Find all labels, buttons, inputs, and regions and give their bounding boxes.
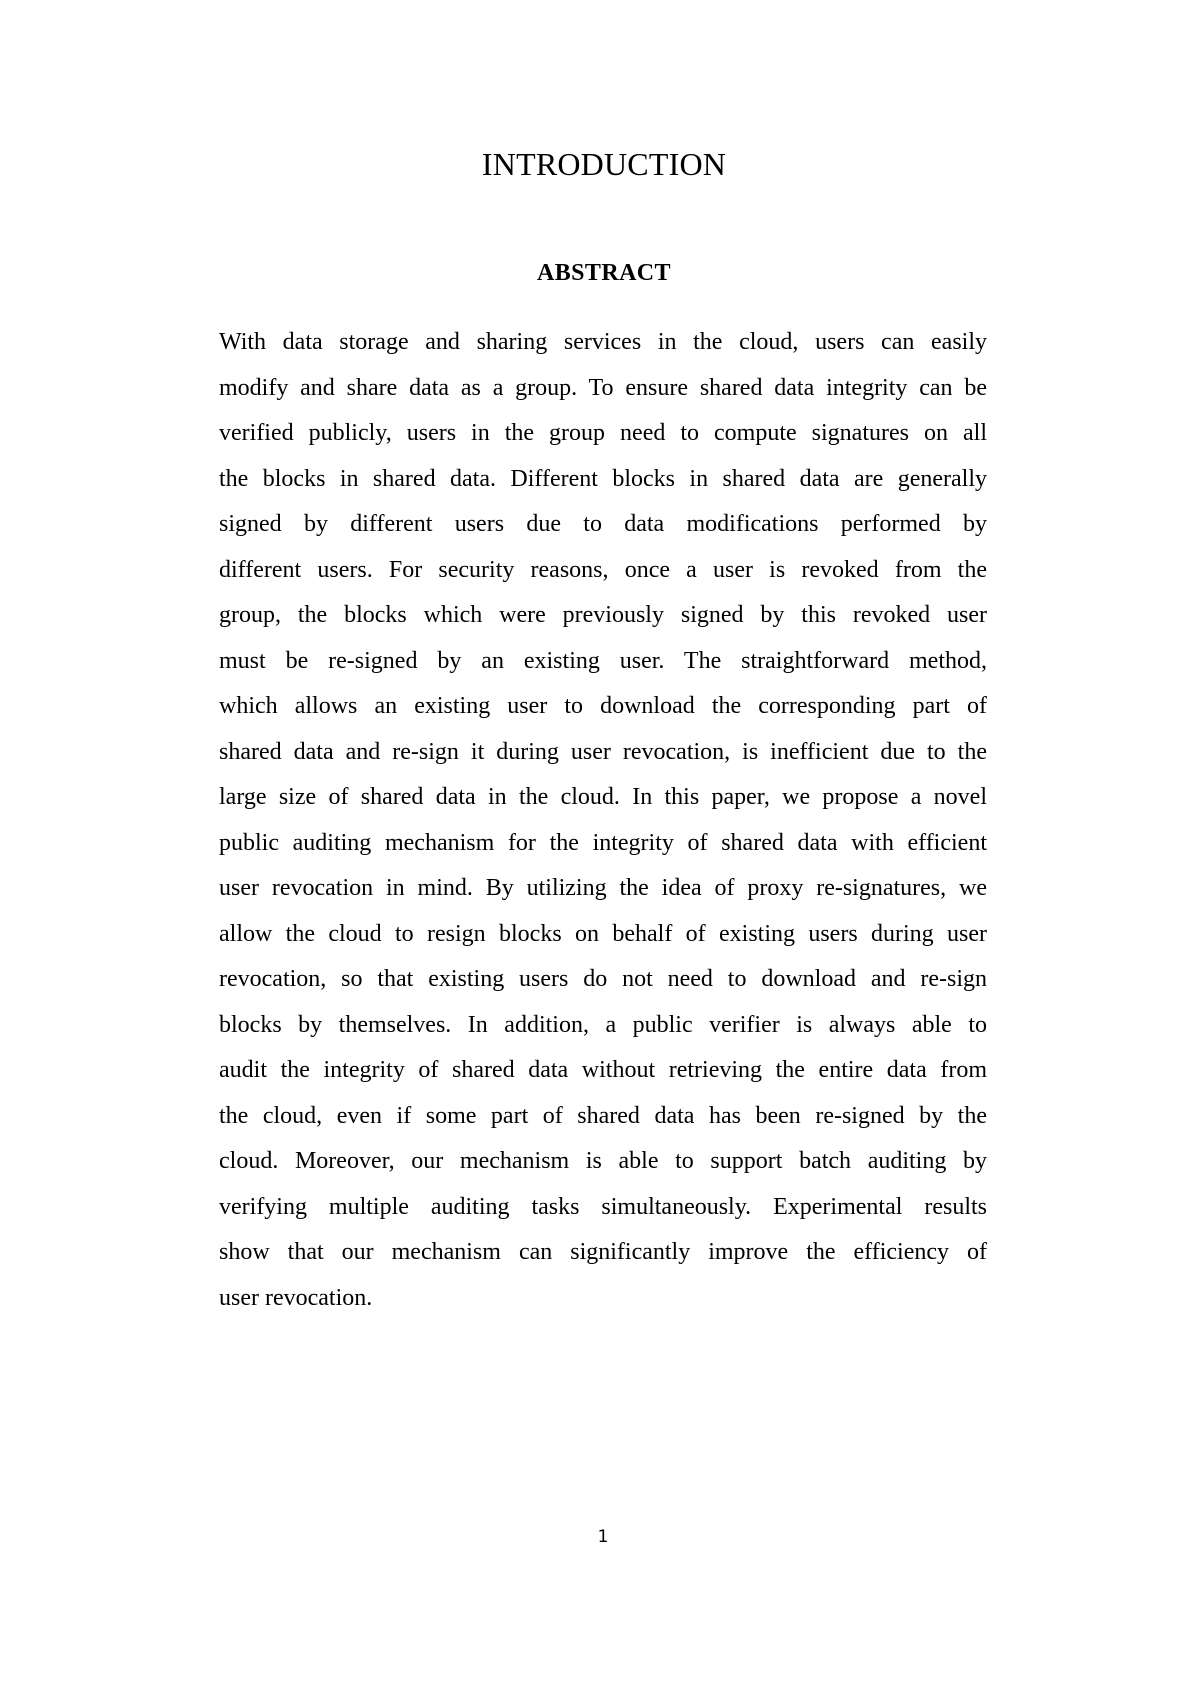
abstract-line: different users. For security reasons, once a user is revoked from the: [219, 556, 987, 583]
abstract-line: shared data and re-sign it during user revocation, is inefficient due to the: [219, 738, 987, 765]
abstract-line: modify and share data as a group. To ensure shared data integrity can be: [219, 374, 987, 401]
abstract-line: which allows an existing user to download the corresponding part of: [219, 693, 987, 719]
abstract-line: allow the cloud to resign blocks on behalf of existing users during user: [219, 920, 987, 947]
abstract-line: show that our mechanism can significantly improve the efficiency of: [219, 1239, 987, 1265]
abstract-line: verifying multiple auditing tasks simultaneously. Experimental results: [219, 1193, 987, 1220]
abstract-line: With data storage and sharing services in the cloud, users can easily: [219, 329, 987, 355]
chapter-title: INTRODUCTION: [481, 146, 727, 182]
abstract-line: user revocation in mind. By utilizing the idea of proxy re-signatures, we: [219, 875, 987, 901]
abstract-line: large size of shared data in the cloud. In this paper, we propose a novel: [219, 784, 987, 810]
abstract-line: public auditing mechanism for the integrity of shared data with efficient: [219, 829, 987, 856]
abstract-line: cloud. Moreover, our mechanism is able to support batch auditing by: [219, 1148, 987, 1174]
abstract-line: the blocks in shared data. Different blocks in shared data are generally: [219, 465, 987, 492]
section-title: ABSTRACT: [537, 260, 671, 286]
abstract-line: the cloud, even if some part of shared data has been re-signed by the: [219, 1102, 987, 1129]
abstract-line: blocks by themselves. In addition, a public verifier is always able to: [219, 1011, 987, 1038]
abstract-paragraph: [219, 320, 987, 1321]
abstract-line: user revocation.: [219, 1284, 373, 1311]
abstract-line: audit the integrity of shared data without retrieving the entire data from: [219, 1057, 987, 1083]
abstract-line: revocation, so that existing users do not need to download and re-sign: [219, 966, 987, 992]
abstract-line: must be re-signed by an existing user. The straightforward method,: [219, 647, 987, 674]
page-number: 1: [597, 1527, 609, 1547]
abstract-line: signed by different users due to data modifications performed by: [219, 511, 987, 537]
abstract-line: verified publicly, users in the group need to compute signatures on all: [219, 420, 987, 446]
abstract-line: group, the blocks which were previously signed by this revoked user: [219, 602, 987, 628]
